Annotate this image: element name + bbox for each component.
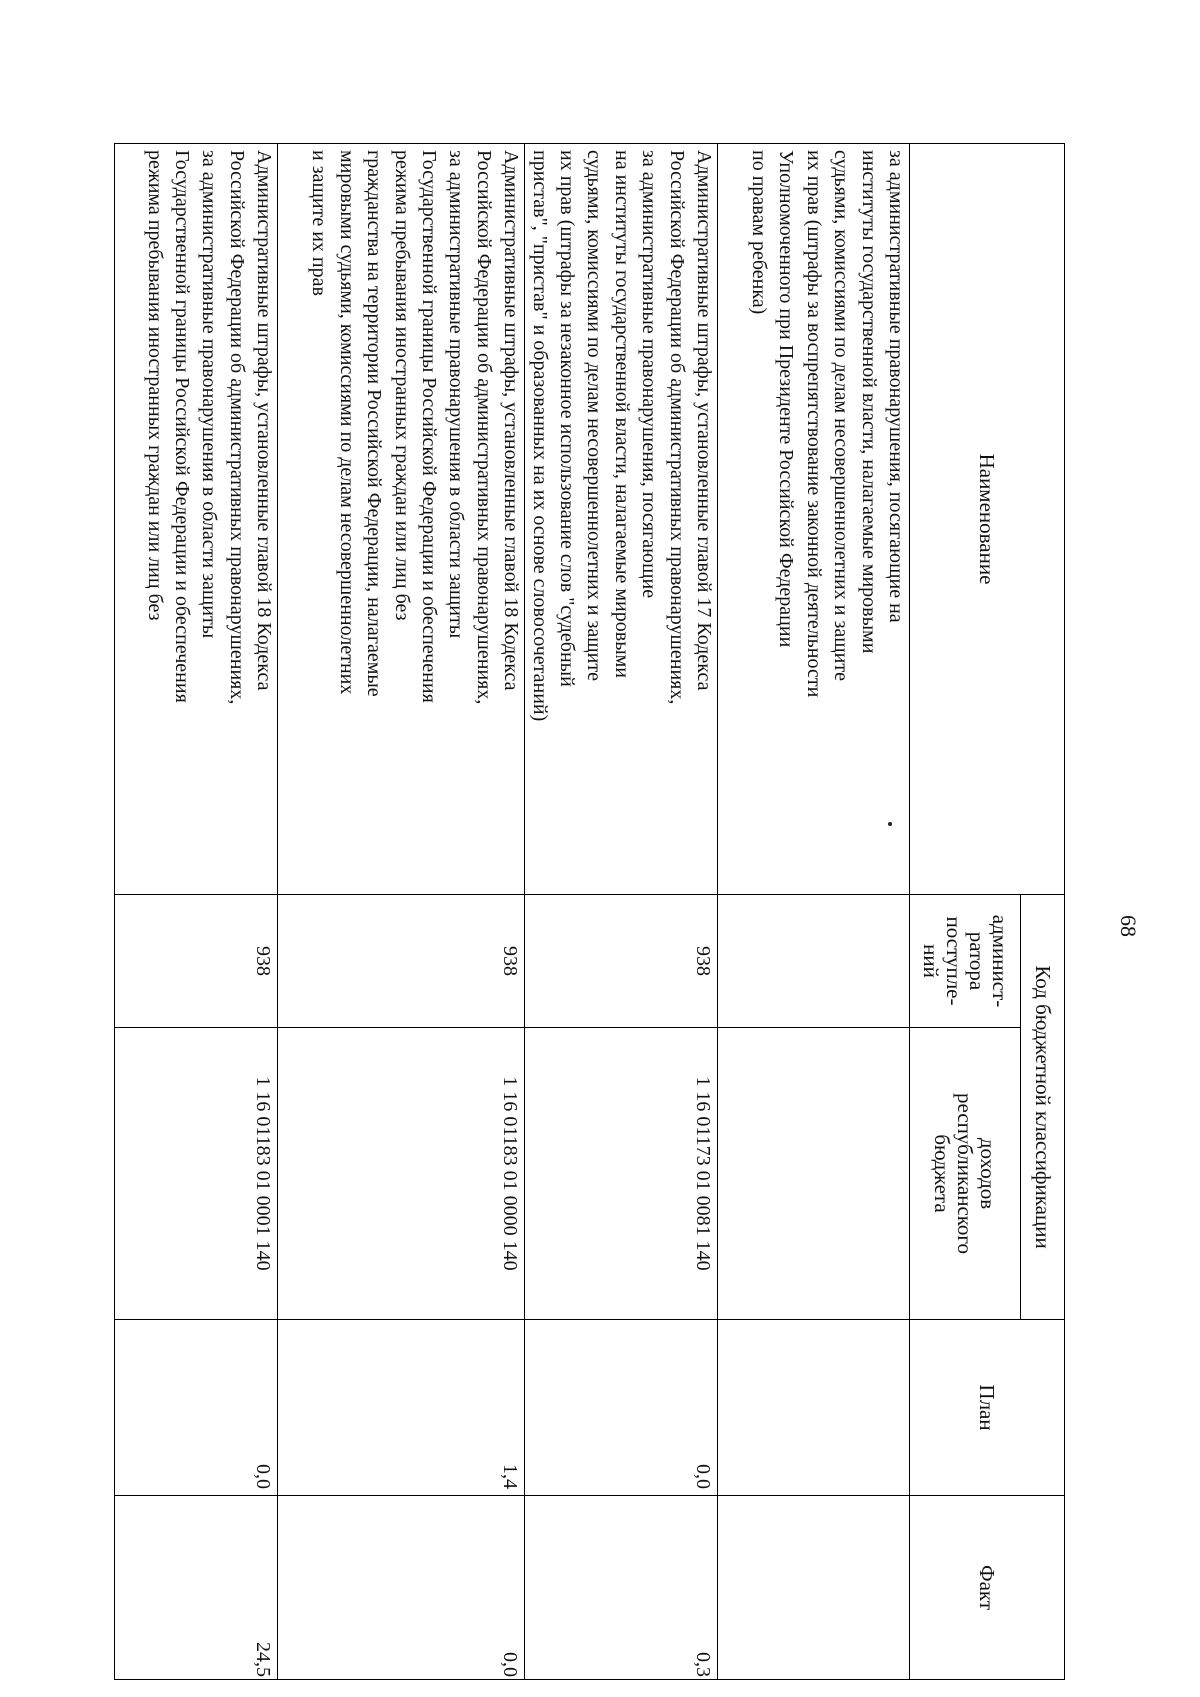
row-fact: 0,3 bbox=[525, 1496, 718, 1680]
header-fact: Факт bbox=[910, 1496, 1065, 1680]
header-code-group: Код бюджетной классификации bbox=[1021, 895, 1065, 1320]
row-admin-code bbox=[718, 895, 910, 1028]
budget-table-sheet bbox=[116, 143, 1065, 1679]
row-income-code bbox=[718, 1028, 910, 1320]
row-income-code: 1 16 01183 01 0001 140 bbox=[115, 1028, 278, 1320]
row-plan: 1,4 bbox=[278, 1320, 525, 1496]
row-admin-code: 938 bbox=[525, 895, 718, 1028]
row-plan: 0,0 bbox=[525, 1320, 718, 1496]
page-number bbox=[1108, 906, 1148, 946]
row-name: Административные штрафы, установленные главой 18 Кодекса Российской Федерации об административных правонарушениях, за административные правонарушения в области защиты Государственной границы Российской Федерации и обеспечения режима пребывания иностранных граждан или лиц без гражданства на территории Российской Федерации, налагаемые мировыми судьями, комиссиями по делам несовершеннолетних и защите их прав bbox=[278, 144, 525, 895]
row-name: Административные штрафы, установленные главой 17 Кодекса Российской Федерации об административных правонарушениях, за административные правонарушения, посягающие на институты государственной власти, налагаемые мировыми судьями, комиссиями по делам несовершеннолетних и защите их прав (штрафы за незаконное использование слов "судебный пристав", "пристав" и образованных на их основе словосочетаний) bbox=[525, 144, 718, 895]
budget-classification-table bbox=[114, 143, 1065, 1680]
page-number-text: 68 bbox=[1116, 915, 1141, 937]
header-name: Наименование bbox=[910, 144, 1065, 895]
row-plan: 0,0 bbox=[115, 1320, 278, 1496]
row-income-code: 1 16 01173 01 0081 140 bbox=[525, 1028, 718, 1320]
table-row bbox=[525, 144, 718, 1680]
row-fact bbox=[718, 1496, 910, 1680]
header-plan: План bbox=[910, 1320, 1065, 1496]
table-header-row bbox=[1021, 144, 1065, 1680]
row-fact: 24,5 bbox=[115, 1496, 278, 1680]
row-name: Административные штрафы, установленные главой 18 Кодекса Российской Федерации об административных правонарушениях, за административные правонарушения в области защиты Государственной границы Российской Федерации и обеспечения режима пребывания иностранных граждан или лиц без bbox=[115, 144, 278, 895]
row-admin-code: 938 bbox=[278, 895, 525, 1028]
row-admin-code: 938 bbox=[115, 895, 278, 1028]
table-row bbox=[115, 144, 278, 1680]
header-admin: админист- ратора поступле- ний bbox=[910, 895, 1021, 1028]
header-income: доходов республиканского бюджета bbox=[910, 1028, 1021, 1320]
row-plan bbox=[718, 1320, 910, 1496]
table-row bbox=[278, 144, 525, 1680]
row-fact: 0,0 bbox=[278, 1496, 525, 1680]
table-row bbox=[718, 144, 910, 1680]
row-income-code: 1 16 01183 01 0000 140 bbox=[278, 1028, 525, 1320]
row-name: за административные правонарушения, посягающие на институты государственной власти, налагаемые мировыми судьями, комиссиями по делам несовершеннолетних и защите их прав (штрафы за воспрепятствование законной деятельности Уполномоченного при Президенте Российской Федерации по правам ребенка) bbox=[718, 144, 910, 895]
